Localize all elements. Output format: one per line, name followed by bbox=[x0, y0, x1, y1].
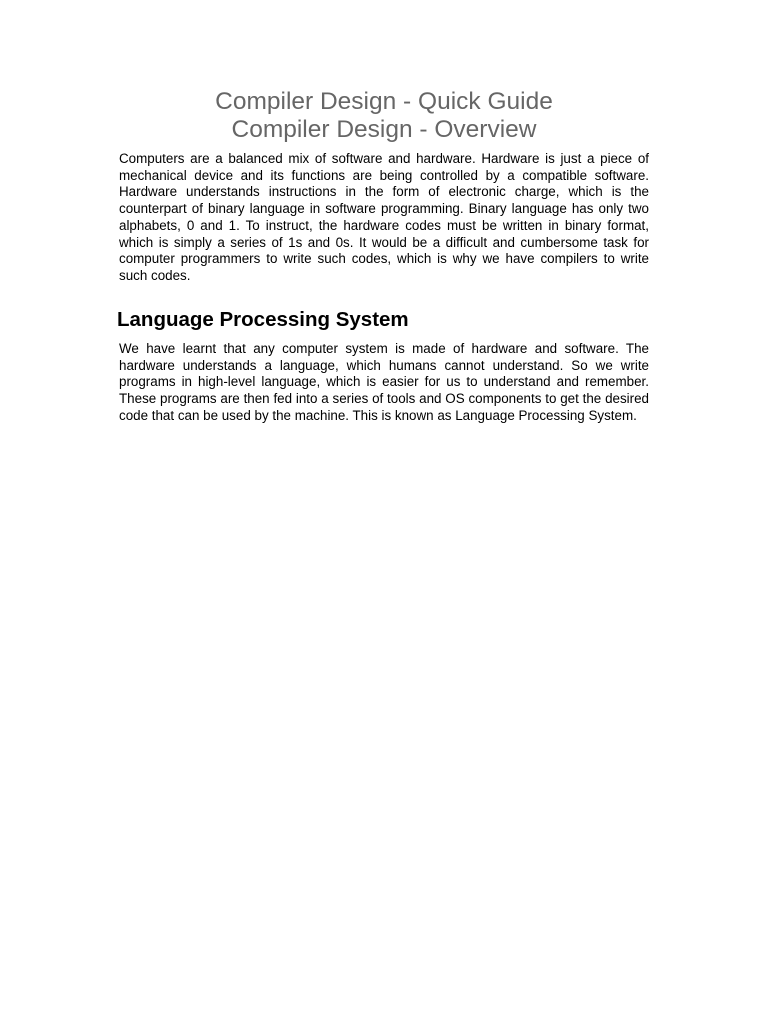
section-paragraph: We have learnt that any computer system is made of hardware and software. The hardware understands a language, which humans cannot understand. So we write programs in high-level language, which is easier for us to understand and remember. These programs are then fed into a series of tools and OS components to get the desired code that can be used by the machine. This is known as Language Processing System. bbox=[119, 341, 649, 423]
intro-paragraph: Computers are a balanced mix of software and hardware. Hardware is just a piece of mechanical device and its functions are being controlled by a compatible software. Hardware understands instructions in the form of electronic charge, which is the counterpart of binary language in software programming. Binary language has only two alphabets, 0 and 1. To instruct, the hardware codes must be written in binary format, which is simply a series of 1s and 0s. It would be a difficult and cumbersome task for computer programmers to write such codes, which is why we have compilers to write such codes. bbox=[119, 151, 649, 283]
section-heading: Language Processing System bbox=[117, 308, 409, 331]
document-subtitle: Compiler Design - Overview bbox=[231, 116, 537, 143]
document-title: Compiler Design - Quick Guide bbox=[215, 88, 553, 115]
